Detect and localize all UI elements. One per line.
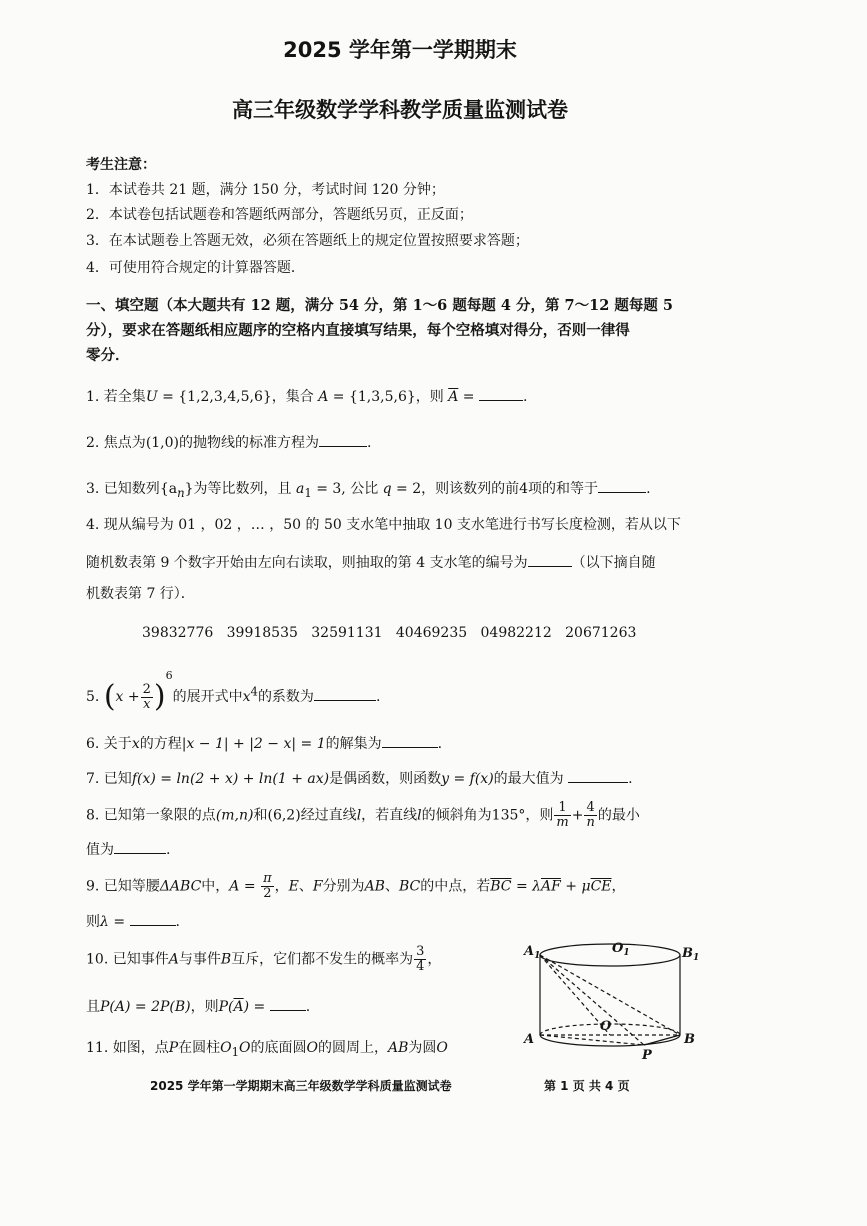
answer-blank-5 (314, 686, 376, 701)
question-6: 6. 关于x的方程|x − 1| + |2 − x| = 1的解集为 . (86, 733, 442, 754)
answer-blank-8 (114, 839, 166, 854)
label-o1: $O_1$ (612, 941, 630, 958)
label-o: O (600, 1019, 612, 1034)
question-9-line-2: 则λ = . (86, 911, 180, 932)
answer-blank-9 (130, 911, 176, 926)
question-8-line-1: 8. 已知第一象限的点(m,n)和(6,2)经过直线l，若直线l的倾斜角为135°，则 $\frac{1}{m}$ + $\frac{4}{n}$ 的最小 (86, 800, 640, 830)
random-number: 40469235 (395, 625, 468, 641)
question-1: 1. 若全集U = {1,2,3,4,5,6}，集合 A = {1,3,5,6}，则 $\overline{A}$ = . (86, 386, 527, 407)
footer-title: 2025 学年第一学期期末高三年级数学学科质量监测试卷 (150, 1079, 452, 1093)
page-subtitle: 高三年级数学学科教学质量监测试卷 (232, 98, 568, 122)
answer-blank-7 (568, 768, 628, 783)
question-4-line-2: 随机数表第 9 个数字开始由左向右读取，则抽取的第 4 支水笔的编号为 （以下摘自随 (86, 552, 656, 573)
section-intro-line-2: 分），要求在答题纸相应题序的空格内直接填写结果，每个空格填对得分，否则一律得 (86, 322, 630, 339)
label-a1: $A_1$ (524, 944, 541, 961)
random-number: 39832776 (142, 625, 214, 641)
question-2: 2. 焦点为(1,0)的抛物线的标准方程为 . (86, 432, 371, 453)
notice-item-2: 2．本试卷包括试题卷和答题纸两部分，答题纸另页，正反面； (86, 207, 473, 223)
label-p: P (642, 1048, 652, 1060)
question-5: 5. (x + $\frac{2}{x}$ )$^6$的展开式中$x^4$的系数为 . (86, 669, 381, 714)
line-p-b (644, 1035, 680, 1045)
question-11-line-1: 11. 如图，点P在圆柱$O_1O$的底面圆O的圆周上，AB为圆O (86, 1040, 448, 1059)
section-intro-line-1: 一、填空题（本大题共有 12 题，满分 54 分，第 1～6 题每题 4 分，第 7～12 题每题 5 (86, 297, 674, 314)
answer-blank-1 (479, 386, 523, 401)
line-a1-p (540, 955, 644, 1045)
question-7: 7. 已知f(x) = ln(2 + x) + ln(1 + ax)是偶函数，则函数y = f(x)的最大值为 . (86, 768, 633, 789)
question-4-line-1: 4. 现从编号为 01 ，02 ，… ，50 的 50 支水笔中抽取 10 支水笔进行书写长度检测，若从以下 (86, 517, 681, 533)
random-number: 39918535 (226, 625, 298, 641)
question-9-line-1: 9. 已知等腰ΔABC中，A = $\frac{\pi}{2}$ ，E、F分别为AB、BC的中点，若$\overline{BC} = \lambda\overline{AF} + \mu\overline{CE}$， (86, 871, 626, 901)
question-10-line-1: 10. 已知事件A与事件B互斥，它们都不发生的概率为 $\frac{3}{4}$ ， (86, 944, 442, 974)
answer-blank-6 (382, 733, 438, 748)
question-8-line-2: 值为 . (86, 839, 170, 860)
random-number: 32591131 (311, 625, 383, 641)
notice-item-3: 3．在本试题卷上答题无效，必须在答题纸上的规定位置按照要求答题； (86, 233, 529, 249)
answer-blank-4 (528, 552, 572, 567)
answer-blank-3 (598, 478, 646, 493)
section-intro-line-3: 零分． (86, 347, 130, 364)
answer-blank-10 (270, 996, 306, 1011)
cylinder-figure (520, 935, 700, 1060)
random-number: 04982212 (480, 625, 552, 641)
page-title: 2025 学年第一学期期末 (283, 38, 517, 62)
label-b: B (684, 1032, 695, 1047)
question-10-line-2: 且P(A) = 2P(B)，则$P(\overline{A})$ = . (86, 996, 310, 1017)
random-number: 20671263 (565, 625, 637, 641)
label-b1: $B_1$ (682, 946, 700, 963)
top-ellipse (540, 944, 680, 966)
question-4-line-3: 机数表第 7 行）． (86, 586, 195, 602)
question-3: 3. 已知数列$\{a_n\}$为等比数列，且 $a_1 = 3$, 公比 q = 2，则该数列的前4项的和等于 . (86, 478, 651, 503)
random-number-table (142, 623, 636, 643)
notice-heading: 考生注意： (86, 157, 156, 173)
answer-blank-2 (319, 432, 367, 447)
notice-item-1: 1．本试卷共 21 题，满分 150 分，考试时间 120 分钟； (86, 182, 445, 198)
page-number: 第 1 页 共 4 页 (544, 1079, 630, 1093)
line-a-p (540, 1035, 644, 1045)
notice-item-4: 4．可使用符合规定的计算器答题． (86, 260, 305, 276)
label-a: A (524, 1032, 535, 1047)
